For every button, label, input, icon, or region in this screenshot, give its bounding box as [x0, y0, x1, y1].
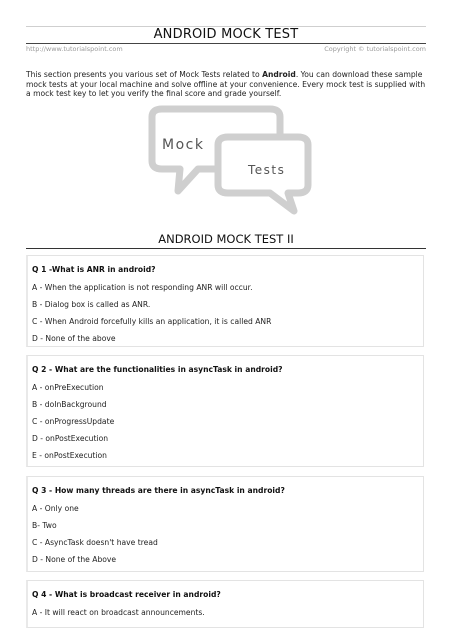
option-c: C - When Android forcefully kills an application, it is called ANR [32, 317, 272, 326]
option-a: A - onPreExecution [32, 383, 104, 392]
option-d: D - onPostExecution [32, 434, 109, 443]
question-box-3 [26, 476, 424, 572]
option-a: A - When the application is not responding ANR will occur. [32, 283, 253, 292]
option-a: A - Only one [32, 504, 79, 513]
option-b: B - doInBackground [32, 400, 107, 409]
option-e: E - onPostExecution [32, 451, 107, 460]
copyright-text: Copyright © tutorialspoint.com [324, 45, 426, 53]
logo-word-tests: Tests [248, 163, 286, 177]
option-c: C - onProgressUpdate [32, 417, 115, 426]
option-d: D - None of the above [32, 334, 116, 343]
question-text: Q 3 - How many threads are there in asyncTask in android? [32, 486, 285, 495]
page-title: ANDROID MOCK TEST [26, 26, 426, 45]
title-rule [26, 43, 426, 44]
intro-bold: Android [262, 70, 296, 79]
option-a: A - It will react on broadcast announcements. [32, 608, 205, 617]
option-b: B - Dialog box is called as ANR. [32, 300, 151, 309]
intro-text-1: This section presents you various set of Mock Tests related to [26, 70, 263, 79]
speech-bubbles-logo [138, 103, 314, 223]
question-text: Q 1 -What is ANR in android? [32, 265, 156, 274]
option-d: D - None of the Above [32, 555, 117, 564]
speech-bubbles-icon [138, 103, 314, 223]
question-box-2 [26, 355, 424, 467]
question-box-1 [26, 255, 424, 347]
logo-word-mock: Mock [162, 137, 205, 153]
option-c: C - AsyncTask doesn't have tread [32, 538, 158, 547]
page-header-links [26, 45, 426, 53]
question-box-4 [26, 580, 424, 628]
section-title: ANDROID MOCK TEST II [26, 232, 426, 249]
question-text: Q 4 - What is broadcast receiver in android? [32, 590, 221, 599]
site-link[interactable]: http://www.tutorialspoint.com [26, 45, 123, 53]
intro-paragraph [26, 70, 426, 99]
intro-text-2: . You can download these sample mock tests at your local machine and solve offline at your convenience. Every mock test is supplied with a mock test key to let you verify the final score and grade yourself. [26, 70, 426, 99]
question-text: Q 2 - What are the functionalities in asyncTask in android? [32, 365, 283, 374]
option-b: B- Two [32, 521, 57, 530]
